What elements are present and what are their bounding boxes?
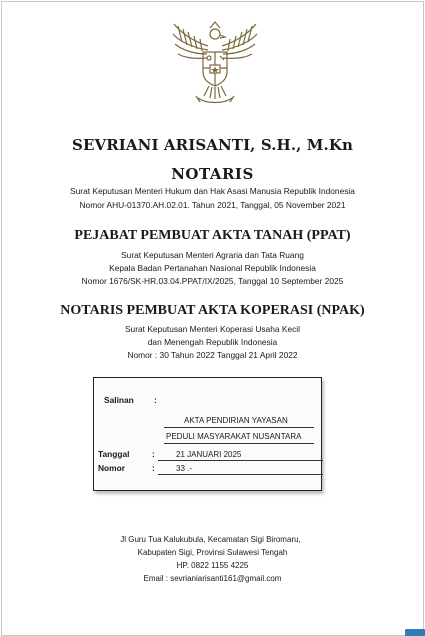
tanggal-value: 21 JANUARI 2025	[176, 450, 242, 459]
akta-underline-1	[164, 427, 314, 428]
corner-badge	[405, 629, 425, 636]
salinan-label: Salinan	[104, 395, 134, 405]
akta-title-line1: AKTA PENDIRIAN YAYASAN	[184, 416, 288, 425]
tanggal-colon: :	[152, 449, 155, 459]
ppat-line1: Surat Keputusan Menteri Agraria dan Tata Ruang	[121, 250, 304, 260]
tanggal-underline	[158, 460, 323, 461]
npak-line2: dan Menengah Republik Indonesia	[147, 337, 278, 347]
address-line2: Kabupaten Sigi, Provinsi Sulawesi Tengah	[137, 548, 288, 557]
phone-number: HP. 0822 1155 4225	[176, 561, 249, 570]
tanggal-label: Tanggal	[98, 449, 130, 459]
akta-underline-2	[164, 443, 314, 444]
notaris-heading: NOTARIS	[171, 165, 254, 183]
email-address: Email : sevrianiarisanti161@gmail.com	[143, 574, 282, 583]
ppat-heading: PEJABAT PEMBUAT AKTA TANAH (PPAT)	[74, 228, 351, 243]
nomor-colon: :	[152, 463, 155, 473]
ppat-line2: Kepala Badan Pertanahan Nasional Republik Indonesia	[109, 263, 316, 273]
nomor-value: 33 .-	[176, 464, 193, 473]
notary-name: SEVRIANI ARISANTI, S.H., M.Kn	[72, 136, 353, 154]
salinan-box	[93, 377, 322, 491]
notaris-sk-line1: Surat Keputusan Menteri Hukum dan Hak Asasi Manusia Republik Indonesia	[70, 186, 355, 196]
address-line1: Jl Guru Tua Kalukubula, Kecamatan Sigi Biromaru,	[120, 535, 301, 544]
npak-line1: Surat Keputusan Menteri Koperasi Usaha Kecil	[124, 324, 301, 334]
npak-heading: NOTARIS PEMBUAT AKTA KOPERASI (NPAK)	[60, 303, 365, 318]
notaris-sk-line2: Nomor AHU-01370.AH.02.01. Tahun 2021, Tanggal, 05 November 2021	[79, 200, 346, 210]
salinan-colon: :	[154, 395, 157, 405]
npak-line3: Nomor : 30 Tahun 2022 Tanggal 21 April 2022	[127, 350, 298, 360]
ppat-line3: Nomor 1676/SK-HR.03.04.PPAT/IX/2025, Tanggal 10 September 2025	[81, 276, 344, 286]
akta-title-line2: PEDULI MASYARAKAT NUSANTARA	[166, 432, 302, 441]
nomor-underline	[158, 474, 323, 475]
garuda-emblem-icon	[170, 20, 260, 106]
nomor-label: Nomor	[98, 463, 125, 473]
